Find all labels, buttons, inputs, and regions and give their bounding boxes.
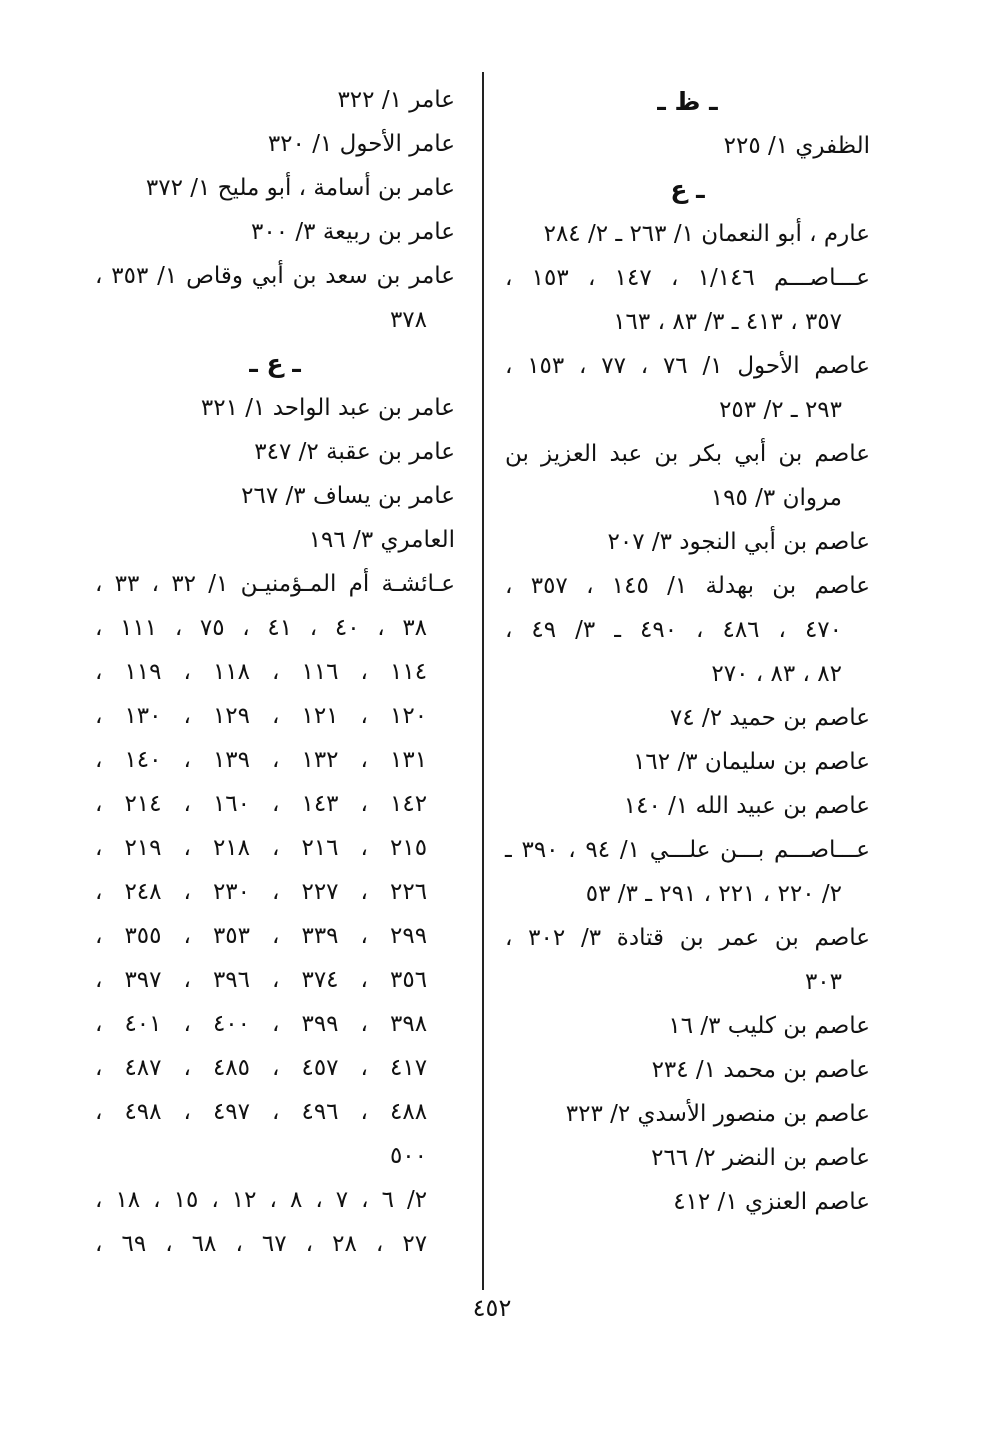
index-entry: عـــاصـــم بـــن علـــي ١/ ٩٤ ، ٣٩٠ ـ (505, 837, 871, 863)
index-entry-continuation: ٢/ ٦ ، ٧ ، ٨ ، ١٢ ، ١٥ ، ١٨ ، (95, 1187, 428, 1213)
index-entry-continuation: ١٤٢ ، ١٤٣ ، ١٦٠ ، ٢١٤ ، (95, 791, 428, 817)
index-entry: عاصم بن عبيد الله ١/ ١٤٠ (623, 793, 870, 819)
index-entry-continuation: ٤٨٨ ، ٤٩٦ ، ٤٩٧ ، ٤٩٨ ، (95, 1099, 428, 1125)
index-entry: عاصم بن منصور الأسدي ٢/ ٣٢٣ (565, 1101, 870, 1127)
index-entry-continuation: ٣٨ ، ٤٠ ، ٤١ ، ٧٥ ، ١١١ ، (95, 615, 428, 641)
index-entry-continuation: ٤١٧ ، ٤٥٧ ، ٤٨٥ ، ٤٨٧ ، (95, 1055, 428, 1081)
index-entry-continuation: ٢٧ ، ٢٨ ، ٦٧ ، ٦٨ ، ٦٩ ، (95, 1231, 428, 1257)
index-entry-continuation: مروان ٣/ ١٩٥ (710, 485, 842, 511)
index-entry: العامري ٣/ ١٩٦ (308, 527, 455, 553)
index-entry: عاصم العنزي ١/ ٤١٢ (673, 1189, 870, 1215)
index-entry-continuation: ٣٠٣ (804, 969, 842, 995)
index-entry-continuation: ٣٥٦ ، ٣٧٤ ، ٣٩٦ ، ٣٩٧ ، (95, 967, 428, 993)
index-entry: عامر الأحول ١/ ٣٢٠ (267, 131, 455, 157)
index-entry-continuation: ٤٧٠ ، ٤٨٦ ، ٤٩٠ ـ ٣/ ٤٩ ، (505, 617, 843, 643)
index-entry: عاصم بن سليمان ٣/ ١٦٢ (633, 749, 870, 775)
index-entry: عامر بن عبد الواحد ١/ ٣٢١ (200, 395, 455, 421)
index-entry-continuation: ٢١٥ ، ٢١٦ ، ٢١٨ ، ٢١٩ ، (95, 835, 428, 861)
index-entry: عامر بن أسامة ، أبو مليح ١/ ٣٧٢ (145, 175, 455, 201)
left-column (95, 78, 455, 1266)
index-entry: عاصم بن محمد ١/ ٢٣٤ (651, 1057, 870, 1083)
index-entry: عارم ، أبو النعمان ١/ ٢٦٣ ـ ٢/ ٢٨٤ (543, 221, 870, 247)
index-entry: عاصم بن أبي النجود ٣/ ٢٠٧ (607, 529, 870, 555)
page-number: ٤٥٢ (472, 1294, 512, 1322)
index-entry: عامر بن عقبة ٢/ ٣٤٧ (254, 439, 455, 465)
section-heading: ـ ع (670, 175, 705, 204)
index-entry: عاصم بن حميد ٢/ ٧٤ (669, 705, 870, 731)
index-entry-continuation: ٥٠٠ (389, 1143, 427, 1169)
index-entry-continuation: ٢٩٩ ، ٣٣٩ ، ٣٥٣ ، ٣٥٥ ، (95, 923, 428, 949)
index-entry: عـائشـة أم المـؤمنيـن ١/ ٣٢ ، ٣٣ ، (95, 571, 455, 597)
index-entry: عـــاصـــم ١/١٤٦ ، ١٤٧ ، ١٥٣ ، (505, 265, 871, 291)
section-heading: ـ ظ ـ (657, 87, 718, 116)
index-entry-continuation: ٢٩٣ ـ ٢/ ٢٥٣ (719, 397, 842, 423)
index-entry-continuation: ١٣١ ، ١٣٢ ، ١٣٩ ، ١٤٠ ، (95, 747, 428, 773)
index-entry: عاصم بن عمر بن قتادة ٣/ ٣٠٢ ، (505, 925, 871, 951)
index-entry-continuation: ٣٧٨ (389, 307, 427, 333)
index-entry-continuation: ١٢٠ ، ١٢١ ، ١٢٩ ، ١٣٠ ، (95, 703, 428, 729)
index-entry-continuation: ٨٢ ، ٨٣ ، ٢٧٠ (711, 661, 842, 687)
index-entry: عاصم الأحول ١/ ٧٦ ، ٧٧ ، ١٥٣ ، (505, 353, 871, 379)
index-entry: عاصم بن كليب ٣/ ١٦ (668, 1013, 870, 1039)
index-entry-continuation: ٢/ ٢٢٠ ، ٢٢١ ، ٢٩١ ـ ٣/ ٥٣ (585, 881, 842, 907)
index-entry-continuation: ٢٢٦ ، ٢٢٧ ، ٢٣٠ ، ٢٤٨ ، (95, 879, 428, 905)
right-column (505, 80, 870, 1224)
index-entry: عامر بن يساف ٣/ ٢٦٧ (241, 483, 455, 509)
section-heading: ـ ع ـ (249, 349, 301, 378)
index-entry-continuation: ٣٥٧ ، ٤١٣ ـ ٣/ ٨٣ ، ١٦٣ (613, 309, 842, 335)
index-entry: عاصم بن أبي بكر بن عبد العزيز بن (505, 441, 870, 467)
index-entry: عامر بن ربيعة ٣/ ٣٠٠ (251, 219, 455, 245)
index-entry: الظفري ١/ ٢٢٥ (723, 133, 870, 159)
index-entry: عاصم بن بهدلة ١/ ١٤٥ ، ٣٥٧ ، (505, 573, 871, 599)
index-entry-continuation: ٣٩٨ ، ٣٩٩ ، ٤٠٠ ، ٤٠١ ، (95, 1011, 428, 1037)
column-divider (482, 72, 484, 1290)
index-entry-continuation: ١١٤ ، ١١٦ ، ١١٨ ، ١١٩ ، (95, 659, 428, 685)
index-entry: عاصم بن النضر ٢/ ٢٦٦ (651, 1145, 870, 1171)
index-entry: عامر بن سعد بن أبي وقاص ١/ ٣٥٣ ، (95, 263, 456, 289)
index-entry: عامر ١/ ٣٢٢ (337, 87, 455, 113)
